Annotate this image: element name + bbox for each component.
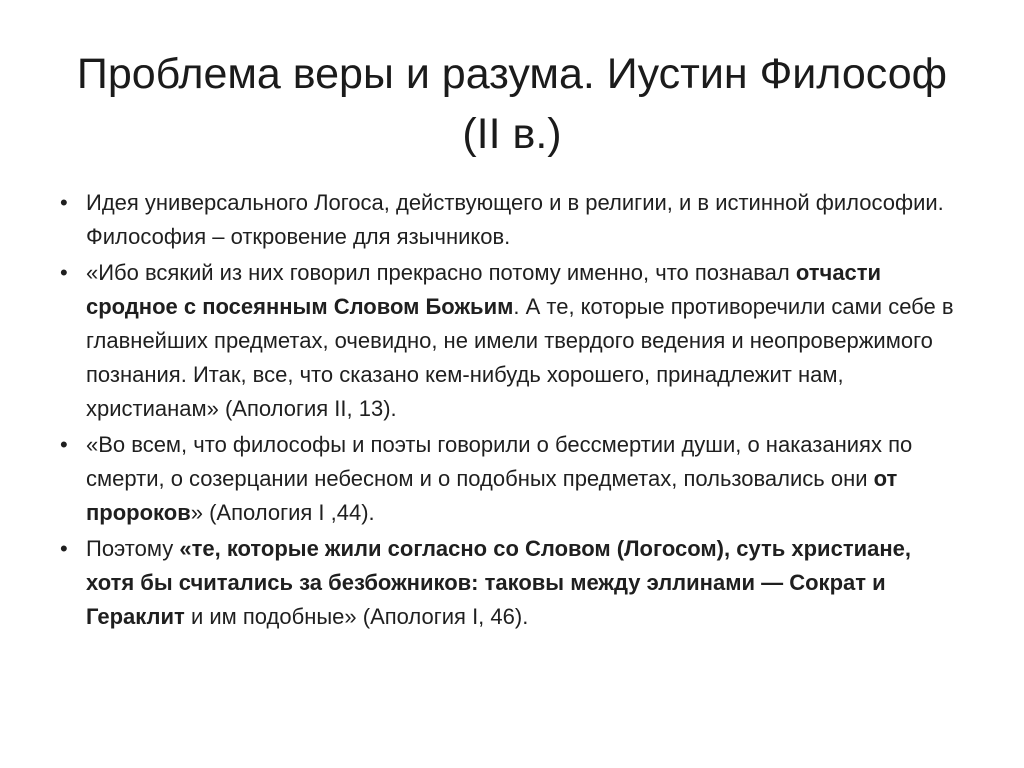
- bullet-2-text-start: «Ибо всякий из них говорил прекрасно потому именно, что познавал: [86, 260, 796, 285]
- bullet-4-text-end: и им подобные» (Апология I, 46).: [184, 604, 529, 629]
- slide-title-line-1: Проблема веры и разума. Иустин Философ: [76, 50, 948, 98]
- bullet-2-bold-text: отчасти сродное с посеянным Словом Божьим: [86, 260, 882, 319]
- bullet-item-3: [58, 428, 963, 530]
- bullet-3-text-start: «Во всем, что философы и поэты говорили о бессмертии души, о наказаниях по смерти, о созерцании небесном и о подобных предметах, пользовались они: [86, 432, 913, 491]
- bullet-4-bold-text: «те, которые жили согласно со Словом (Логосом), суть христиане, хотя бы считались за безбожников: таковы между эллинами — Сократ и Гераклит: [86, 536, 911, 629]
- bullet-item-2: [58, 256, 963, 426]
- slide-title-line-2: (II в.): [462, 110, 562, 158]
- bullet-3-bold-text: от пророков: [86, 466, 898, 525]
- bullet-marker: •: [60, 536, 68, 561]
- bullet-marker: •: [60, 432, 68, 457]
- bullet-4-text-start: Поэтому: [86, 536, 180, 561]
- bullet-list: [58, 186, 963, 636]
- bullet-item-1: [58, 186, 963, 254]
- bullet-marker: •: [60, 260, 68, 285]
- bullet-1-text: Идея универсального Логоса, действующего и в религии, и в истинной философии. Философия – откровение для язычников.: [86, 190, 944, 249]
- bullet-item-4: [58, 532, 963, 634]
- bullet-marker: •: [60, 190, 68, 215]
- bullet-2-text-end: . А те, которые противоречили сами себе в главнейших предметах, очевидно, не имели твердого ведения и неопровержимого познания. Итак, все, что сказано кем-нибудь хорошего, принадлежит нам, христианам» (Апология II, 13).: [86, 294, 954, 421]
- slide-title: [40, 44, 984, 164]
- bullet-3-text-end: » (Апология I ,44).: [190, 500, 375, 525]
